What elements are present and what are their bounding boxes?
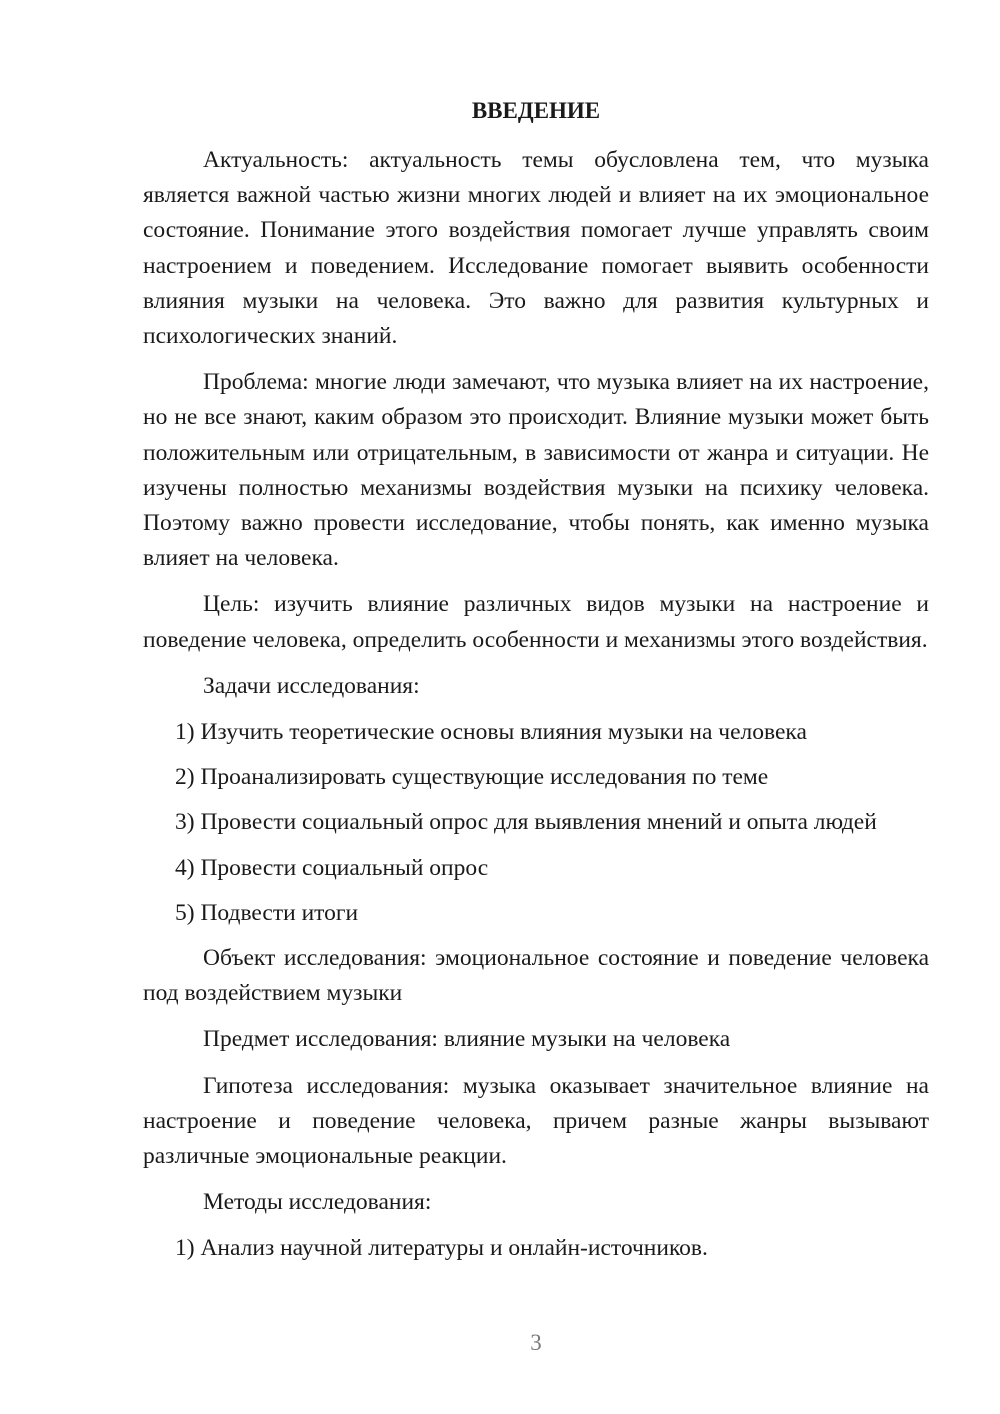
task-item-3: 3) Провести социальный опрос для выявления мнений и опыта людей: [175, 809, 877, 836]
tasks-title: Задачи исследования:: [203, 672, 420, 699]
paragraph-object: Объект исследования: эмоциональное состояние и поведение человека под воздействием музыки: [143, 945, 929, 1007]
paragraph-goal: Цель: изучить влияние различных видов музыки на настроение и поведение человека, определить особенности и механизмы этого воздействия.: [143, 591, 929, 653]
paragraph-relevance: Актуальность: актуальность темы обусловлена тем, что музыка является важной частью жизни многих людей и влияет на их эмоциональное состояние. Понимание этого воздействия помогает лучше управлять своим настроением и поведением. Исследование помогает выявить особенности влияния музыки на человека. Это важно для развития культурных и психологических знаний.: [143, 147, 929, 350]
page-number: 3: [530, 1330, 542, 1355]
method-item-1: 1) Анализ научной литературы и онлайн-источников.: [175, 1235, 708, 1262]
task-item-2: 2) Проанализировать существующие исследования по теме: [175, 764, 769, 791]
paragraph-subject: Предмет исследования: влияние музыки на человека: [203, 1026, 731, 1053]
page-content: [143, 93, 929, 1277]
methods-title: Методы исследования:: [203, 1189, 432, 1216]
section-heading: ВВЕДЕНИЕ: [471, 98, 601, 123]
task-item-4: 4) Провести социальный опрос: [175, 854, 489, 881]
task-item-1: 1) Изучить теоретические основы влияния музыки на человека: [175, 719, 807, 746]
task-item-5: 5) Подвести итоги: [175, 899, 359, 926]
paragraph-problem: Проблема: многие люди замечают, что музыка влияет на их настроение, но не все знают, каким образом это происходит. Влияние музыки может быть положительным или отрицательным, в зависимости от жанра и ситуации. Не изучены полностью механизмы воздействия музыки на психику человека. Поэтому важно провести исследование, чтобы понять, как именно музыка влияет на человека.: [143, 369, 929, 572]
paragraph-hypothesis: Гипотеза исследования: музыка оказывает значительное влияние на настроение и поведение человека, причем разные жанры вызывают различные эмоциональные реакции.: [143, 1072, 929, 1170]
